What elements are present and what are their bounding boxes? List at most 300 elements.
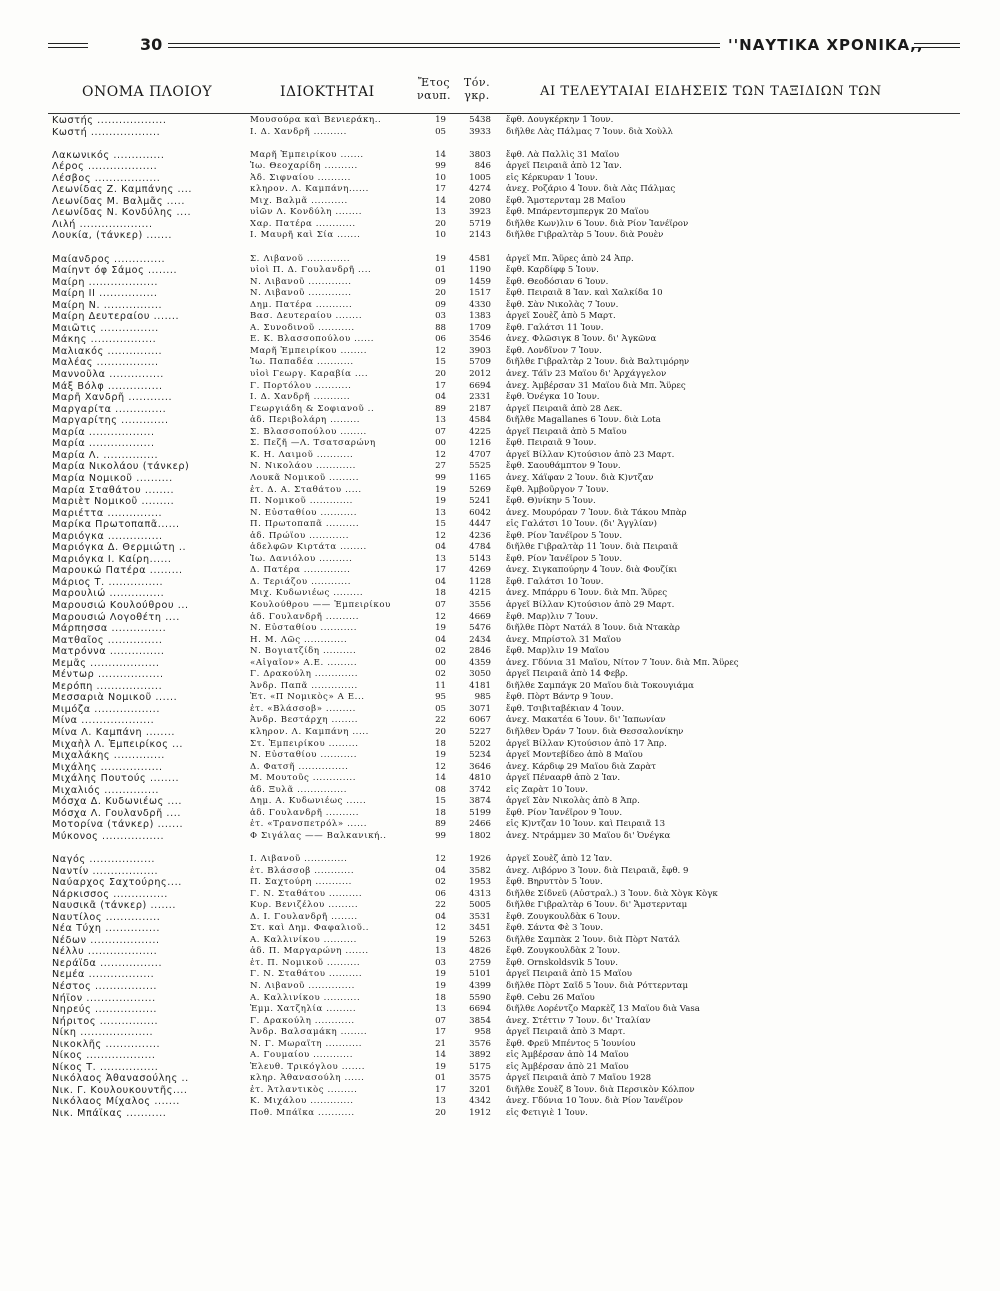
ship-name: Μαριόγκα ...............: [52, 530, 163, 542]
ship-owner: Ἀνδρ. Παπᾶ ..............: [250, 680, 358, 691]
table-row: [48, 427, 960, 439]
voyage-news: ἔφθ. Γαλάτσι 11 Ἰουν.: [506, 322, 604, 333]
ship-owner: ἀδ. Περιβολάρη .........: [250, 415, 361, 426]
build-year: 04: [435, 865, 446, 876]
column-header-year: [412, 76, 456, 102]
table-row: [48, 531, 960, 543]
gross-tonnage: 6694: [469, 380, 491, 391]
ship-owner: Δημ. Πατέρα ...........: [250, 299, 353, 310]
voyage-news: ἀνεχ. Ροζάριο 4 Ἰουν. διὰ Λὰς Πάλμας: [506, 184, 676, 195]
voyage-news: ἀργεῖ Μπ. Ἄϋρες ἀπὸ 24 Ἀπρ.: [506, 253, 634, 264]
ship-name: Μόσχα Δ. Κυδωνιέως ....: [52, 796, 183, 808]
voyage-news: διῆλθε Πὸρτ Σαΐδ 5 Ἰουν. διὰ Ρόττερνταμ: [506, 981, 689, 992]
gross-tonnage: 2466: [469, 819, 491, 830]
build-year: 15: [435, 357, 446, 368]
table-row: [48, 715, 960, 727]
ship-owner: Μιχ. Βαλμᾶ ...........: [250, 195, 348, 206]
ship-owner: Ν. Νικολάου ............: [250, 461, 356, 472]
voyage-news: ἀργεῖ Βίλλαν Κ)τούσιον ἀπὸ 23 Μαρτ.: [506, 449, 675, 460]
table-row: [48, 1108, 960, 1120]
build-year: 12: [435, 449, 446, 460]
gross-tonnage: 985: [474, 692, 491, 703]
voyage-news: ἀνεχ. Φλῶσιγκ 8 Ἰουν. δι' Ἀγκῶνα: [506, 334, 657, 345]
build-year: 04: [435, 392, 446, 403]
voyage-news: διῆλθε Σαμπὰκ 2 Ἰουν. διὰ Πὸρτ Νατάλ: [506, 934, 680, 945]
table-row: [48, 1050, 960, 1062]
voyage-news: ἔφθ. Θεοδόσιαν 6 Ἰουν.: [506, 276, 609, 287]
build-year: 19: [435, 750, 446, 761]
voyage-news: ἀνεχ. Τάϊν 23 Μαΐου δι' Ἀρχάγγελον: [506, 369, 667, 380]
build-year: 13: [435, 507, 446, 518]
voyage-news: διῆλθε Σαμπάγκ 20 Μαΐου διὰ Τοκουγιάμα: [506, 680, 694, 691]
gross-tonnage: 5709: [469, 357, 491, 368]
table-row: [48, 1004, 960, 1016]
ship-name: Μίνα Λ. Καμπάνη ........: [52, 726, 176, 738]
ship-owner: Π. Σαχτούρη ...........: [250, 877, 352, 888]
ship-owner: Ἐμμ. Χατζηλία .........: [250, 1004, 357, 1015]
build-year: 12: [435, 530, 446, 541]
voyage-news: ἔφθ. Πειραιᾶ 8 Ἰαν. καὶ Χαλκίδα 10: [506, 288, 663, 299]
build-year: 17: [435, 184, 446, 195]
table-row: [48, 623, 960, 635]
ship-name: Νικ. Μπάϊκας ...........: [52, 1108, 167, 1120]
build-year: 20: [435, 726, 446, 737]
voyage-news: ἔφθ. Σάντα Φὲ 3 Ἰουν.: [506, 923, 604, 934]
voyage-news: ἔφθ. Λονδῖνον 7 Ἰουν.: [506, 345, 602, 356]
gross-tonnage: 4359: [469, 657, 491, 668]
ship-owner: Α. Καλλινίκου ..........: [250, 934, 357, 945]
build-year: 06: [435, 888, 446, 899]
ship-name: Νεράϊδα .................: [52, 957, 163, 969]
ship-name: Νέα Τύχη ...............: [52, 923, 160, 935]
voyage-news: ἀργεῖ Μοντεβίδεο ἀπὸ 8 Μαΐου: [506, 750, 643, 761]
ship-owner: Λουκᾶ Νομικοῦ .........: [250, 472, 360, 483]
gross-tonnage: 1926: [469, 854, 491, 864]
gross-tonnage: 5269: [469, 484, 491, 495]
ship-name: Μαίανδρος ..............: [52, 253, 166, 265]
ship-owner: ἀδελφῶν Κιρτάτα ........: [250, 542, 367, 553]
ship-owner: Ἐλευθ. Τρικόγλου .......: [250, 1061, 366, 1072]
build-year: 19: [435, 115, 446, 125]
gross-tonnage: 5263: [469, 934, 491, 945]
voyage-news: ἔφθ. Βηρυττὸν 5 Ἰουν.: [506, 877, 603, 888]
build-year: 14: [435, 195, 446, 206]
voyage-news: ἀνεχ. Μπρίστολ 31 Μαΐου: [506, 634, 622, 645]
build-year: 09: [435, 299, 446, 310]
ship-name: Μαίρη ...................: [52, 276, 159, 288]
table-row: [48, 334, 960, 346]
ship-owner: Κ. Η. Λαιμοῦ ...........: [250, 449, 354, 460]
voyage-news: ἀνεχ. Γδύνια 31 Μαΐου, Νίτον 7 Ἰουν. διὰ Μπ. Ἄϋρες: [506, 657, 739, 668]
build-year: 12: [435, 854, 446, 864]
voyage-news: ἔφθ. Θ)νίκην 5 Ἰουν.: [506, 496, 596, 507]
table-row: [48, 404, 960, 416]
column-header-tons-line1: Τόν.: [463, 76, 491, 89]
ship-name: Μόσχα Λ. Γουλανδρῆ ....: [52, 807, 182, 819]
build-year: 17: [435, 1084, 446, 1095]
table-row: [48, 600, 960, 612]
build-year: 04: [435, 542, 446, 553]
table-row: [48, 519, 960, 531]
gross-tonnage: 5143: [469, 553, 491, 564]
ship-owner: Ε. Κ. Βλασσοπούλου ......: [250, 334, 375, 345]
ship-name: Μαργαρίτα ..............: [52, 403, 167, 415]
gross-tonnage: 2012: [469, 369, 491, 380]
column-header-news: ΑΙ ΤΕΛΕΥΤΑΙΑΙ ΕΙΔΗΣΕΙΣ ΤΩΝ ΤΑΞΙΔΙΩΝ ΤΩΝ: [540, 84, 882, 99]
gross-tonnage: 4274: [469, 184, 491, 195]
gross-tonnage: 2187: [469, 403, 491, 414]
table-row: [48, 207, 960, 219]
table-row: [48, 508, 960, 520]
gross-tonnage: 3892: [469, 1050, 491, 1061]
ship-owner: υἱῶν Λ. Κονδύλη ........: [250, 207, 363, 218]
ship-name: Μαρία Νομικοῦ ..........: [52, 472, 173, 484]
voyage-news: ἀργεῖ Πειραιᾶ ἀπὸ 5 Μαΐου: [506, 426, 627, 437]
ship-owner: Γ. Δρακούλη ............: [250, 1015, 355, 1026]
table-row: [48, 161, 960, 173]
ship-owner: Κυρ. Βενιζέλου .........: [250, 900, 359, 911]
ship-owner: Π. Νομικοῦ .............: [250, 496, 354, 507]
voyage-news: διῆλθε Κων)λιν 6 Ἰουν. διὰ Ρίον Ἰανέϊρον: [506, 218, 689, 229]
ship-name: Μερόπη ..................: [52, 680, 163, 692]
voyage-news: διῆλθε Magallanes 6 Ἰουν. διὰ Lota: [506, 415, 661, 426]
table-row: [48, 739, 960, 751]
ship-name: Μαίρη Δευτεραίου .......: [52, 311, 180, 323]
ship-owner: Δ. Πατέρα ..............: [250, 565, 351, 576]
ship-name: Μιχάλης .................: [52, 761, 163, 773]
ship-owner: Ἀδ. Σιφναίου ..........: [250, 172, 351, 183]
ship-owner: Στ. καὶ Δημ. Φαφαλιοῦ..: [250, 923, 370, 934]
table-row: [48, 577, 960, 589]
ship-name: Μιμόζα ..................: [52, 703, 160, 715]
build-year: 11: [435, 680, 446, 691]
gross-tonnage: 1383: [469, 311, 491, 322]
voyage-news: ἔφθ. Καρδίφφ 5 Ἰουν.: [506, 265, 599, 276]
ship-owner: Σ. Λιβανοῦ .............: [250, 253, 351, 264]
ship-owner: Ν. Λιβανοῦ .............: [250, 276, 352, 287]
table-row: [48, 311, 960, 323]
build-year: 04: [435, 576, 446, 587]
table-row: [48, 369, 960, 381]
gross-tonnage: 6042: [469, 507, 491, 518]
ship-owner: Ἀνδρ. Βαλσαμάκη ........: [250, 1027, 368, 1038]
ship-owner: Ἰω. Δανιόλου ..........: [250, 553, 353, 564]
build-year: 13: [435, 207, 446, 218]
voyage-news: ἀνεχ. Σιγκαπούρην 4 Ἰουν. διὰ Φουζίκι: [506, 565, 678, 576]
table-row: [48, 808, 960, 820]
ship-owner: ἐτ. Βλάσσοβ ............: [250, 865, 355, 876]
table-row: [48, 542, 960, 554]
voyage-news: ἔφθ. Γαλάτσι 10 Ἰουν.: [506, 576, 604, 587]
gross-tonnage: 5234: [469, 750, 491, 761]
ship-owner: Δ. Τεριάζου ............: [250, 576, 352, 587]
ship-owner: ἀδ. Γουλανδρῆ ..........: [250, 807, 360, 818]
table-row: [48, 450, 960, 462]
voyage-news: ἔφθ. Τσιβιταβέκιαν 4 Ἰουν.: [506, 703, 625, 714]
page-number: 30: [140, 35, 163, 54]
ship-name: Μαργαρίτης .............: [52, 415, 169, 427]
ship-owner: Ν. Γ. Μωραΐτη ...........: [250, 1038, 363, 1049]
voyage-news: ἔφθ. Μπάρεντσμπεργκ 20 Μαΐου: [506, 207, 649, 218]
ship-owner: ἀδ. Πρώϊου ............: [250, 530, 350, 541]
ship-owner: Α. Γουμαίου ............: [250, 1050, 354, 1061]
gross-tonnage: 4313: [469, 888, 491, 899]
ship-owner: Μ. Μουτοῦς .............: [250, 773, 357, 784]
ship-owner: Γεωργιάδη & Σοφιανοῦ ..: [250, 403, 375, 414]
voyage-news: ἀργεῖ Πένααρθ ἀπὸ 2 Ἰαν.: [506, 773, 621, 784]
voyage-news: διῆλθε Γιβραλτὰρ 6 Ἰουν. δι' Ἄμστερνταμ: [506, 900, 688, 911]
build-year: 13: [435, 415, 446, 426]
ship-owner: Ποθ. Μπάϊκα ...........: [250, 1108, 355, 1119]
voyage-news: ἀργεῖ Πειραιᾶ ἀπὸ 7 Μαΐου 1928: [506, 1073, 652, 1084]
gross-tonnage: 1517: [469, 288, 491, 299]
gross-tonnage: 5227: [469, 726, 491, 737]
ship-owner: Ν. Λιβανοῦ .............: [250, 288, 352, 299]
table-row: [48, 692, 960, 704]
gross-tonnage: 6067: [469, 715, 491, 726]
build-year: 07: [435, 599, 446, 610]
ship-name: Νεμέα ..................: [52, 969, 155, 981]
voyage-news: ἀνεχ. Μουρόραν 7 Ἰουν. διὰ Τάκου Μπὰρ: [506, 507, 687, 518]
ship-name: Νίκος ...................: [52, 1050, 156, 1062]
build-year: 12: [435, 611, 446, 622]
ship-name: Νίκος Τ. ................: [52, 1061, 159, 1073]
build-year: 01: [435, 1073, 446, 1084]
gross-tonnage: 3546: [469, 334, 491, 345]
voyage-news: ἔφθ. Ἄμστερνταμ 28 Μαΐου: [506, 195, 626, 206]
ship-owner: Ν. Βογιατζίδη ..........: [250, 646, 357, 657]
gross-tonnage: 5175: [469, 1061, 491, 1072]
ship-owner: Ι. Δ. Χανδρῆ ..........: [250, 126, 347, 137]
voyage-news: ἔφθ. Πὸρτ Βάντρ 9 Ἰουν.: [506, 692, 614, 703]
ship-owner: Ν. Λιβανοῦ ..............: [250, 981, 355, 992]
table-row: [48, 265, 960, 277]
build-year: 18: [435, 807, 446, 818]
build-year: 20: [435, 218, 446, 229]
gross-tonnage: 2080: [469, 195, 491, 206]
voyage-news: εἰς Κέρκυραν 1 Ἰουν.: [506, 172, 598, 183]
voyage-news: ἔφθ. Ὀνέγκα 10 Ἰουν.: [506, 392, 600, 403]
gross-tonnage: 4181: [469, 680, 491, 691]
table-row: [48, 196, 960, 208]
build-year: 20: [435, 288, 446, 299]
build-year: 14: [435, 149, 446, 160]
ship-name: Μαριέττα ...............: [52, 507, 163, 519]
gross-tonnage: 1953: [469, 877, 491, 888]
gross-tonnage: 2331: [469, 392, 491, 403]
table-row: [48, 866, 960, 878]
table-row: [48, 969, 960, 981]
table-row: [48, 496, 960, 508]
build-year: 21: [435, 1038, 446, 1049]
ship-name: Μιχαλιός ...............: [52, 784, 160, 796]
ship-name: Μίνα ....................: [52, 715, 155, 727]
table-row: [48, 669, 960, 681]
table-row: [48, 750, 960, 762]
ship-name: Μιχαλάκης ..............: [52, 750, 165, 762]
group-spacer: [48, 138, 960, 150]
table-row: [48, 219, 960, 231]
header-rule-middle: [168, 43, 720, 48]
table-row: [48, 646, 960, 658]
table-row: [48, 473, 960, 485]
ship-name: Μαρουσιώ Κουλούθρου ...: [52, 599, 189, 611]
ship-name: Νήϊον ...................: [52, 992, 156, 1004]
table-row: [48, 854, 960, 866]
voyage-news: ἔφθ. Ἀμβοῦργον 7 Ἰουν.: [506, 484, 609, 495]
ship-name: Νέδων ...................: [52, 934, 160, 946]
voyage-news: ἔφθ. Ρίον Ἰανέϊρον 5 Ἰουν.: [506, 553, 623, 564]
gross-tonnage: 4826: [469, 946, 491, 957]
table-row: [48, 173, 960, 185]
gross-tonnage: 3803: [469, 149, 491, 160]
build-year: 01: [435, 265, 446, 276]
build-year: 08: [435, 784, 446, 795]
table-row: [48, 658, 960, 670]
table-row: [48, 150, 960, 162]
build-year: 10: [435, 172, 446, 183]
gross-tonnage: 3582: [469, 865, 491, 876]
build-year: 00: [435, 438, 446, 449]
table-row: [48, 1027, 960, 1039]
voyage-news: εἰς Γαλάτσι 10 Ἰουν. (δι' Ἀγγλίαν): [506, 519, 657, 530]
gross-tonnage: 5241: [469, 496, 491, 507]
voyage-news: ἀργεῖ Σουὲζ ἀπὸ 5 Μαρτ.: [506, 311, 616, 322]
gross-tonnage: 1165: [469, 472, 491, 483]
build-year: 99: [435, 161, 446, 172]
ship-name: Μύκονος .................: [52, 830, 165, 842]
voyage-news: ἀνεχ. Λιβόρνο 3 Ἰουν. διὰ Πειραιᾶ, ἔφθ. 9: [506, 865, 689, 876]
voyage-news: εἰς Ζαρὰτ 10 Ἰουν.: [506, 784, 588, 795]
build-year: 19: [435, 969, 446, 980]
ship-owner: Βασ. Δευτεραίου ........: [250, 311, 363, 322]
header-rule-right: [914, 43, 960, 48]
ship-name: Νηρεύς .................: [52, 1004, 158, 1016]
ship-owner: Ἀνδρ. Βεστάρχη ........: [250, 715, 359, 726]
table-row: [48, 946, 960, 958]
table-row: [48, 796, 960, 808]
gross-tonnage: 3071: [469, 703, 491, 714]
build-year: 13: [435, 553, 446, 564]
voyage-news: ἔφθ. Σὰν Νικολὰς 7 Ἰουν.: [506, 299, 619, 310]
ship-name: Μαρία ..................: [52, 438, 155, 450]
ship-name: Λεωνίδας Μ. Βαλμᾶς .....: [52, 195, 185, 207]
gross-tonnage: 3050: [469, 669, 491, 680]
ship-name: Λουκία, (τάνκερ) .......: [52, 230, 172, 242]
gross-tonnage: 5719: [469, 218, 491, 229]
build-year: 88: [435, 322, 446, 333]
gross-tonnage: 3742: [469, 784, 491, 795]
table-row: [48, 785, 960, 797]
voyage-news: ἀργεῖ Πειραιᾶ ἀπὸ 12 Ἰαν.: [506, 161, 622, 172]
ship-name: Νήριτος ................: [52, 1015, 159, 1027]
voyage-news: διῆλθεν Ὀράν 7 Ἰουν. διὰ Θεσσαλονίκην: [506, 726, 684, 737]
table-row: [48, 415, 960, 427]
ship-owner: Φ Σιγάλας —— Βαλκανική..: [250, 830, 387, 841]
ship-owner: υἱοὶ Π. Δ. Γουλανδρῆ ....: [250, 265, 372, 276]
voyage-news: εἰς Ἀμβέρσαν ἀπὸ 14 Μαΐου: [506, 1050, 629, 1061]
ship-name: Μαρίκα Πρωτοπαπᾶ......: [52, 519, 180, 531]
gross-tonnage: 4707: [469, 449, 491, 460]
table-row: [48, 392, 960, 404]
table-row: [48, 461, 960, 473]
build-year: 89: [435, 403, 446, 414]
table-row: [48, 588, 960, 600]
ship-owner: Ν. Εὐσταθίου ...........: [250, 623, 358, 634]
voyage-news: ἀνεχ. Ἀμβέρσαν 31 Μαΐου διὰ Μπ. Ἄϋρες: [506, 380, 686, 391]
build-year: 02: [435, 877, 446, 888]
table-row: [48, 485, 960, 497]
voyage-news: ἀργεῖ Βίλλαν Κ)τούσιον ἀπὸ 29 Μαρτ.: [506, 599, 675, 610]
build-year: 19: [435, 1061, 446, 1072]
build-year: 05: [435, 703, 446, 714]
voyage-news: ἀργεῖ Σουὲζ ἀπὸ 12 Ἰαν.: [506, 854, 613, 864]
ship-owner: Γ. Πορτόλου ...........: [250, 380, 352, 391]
table-row: [48, 900, 960, 912]
table-row: [48, 115, 960, 127]
gross-tonnage: 1190: [469, 265, 491, 276]
build-year: 22: [435, 900, 446, 911]
gross-tonnage: 1802: [469, 830, 491, 841]
ship-name: Ματρόννα ...............: [52, 646, 165, 658]
voyage-news: ἔφθ. Ζουγκουλδὰκ 6 Ἰουν.: [506, 911, 621, 922]
table-row: [48, 923, 960, 935]
gross-tonnage: 3556: [469, 599, 491, 610]
table-row: [48, 554, 960, 566]
ship-owner: Η. Μ. Λῶς .............: [250, 634, 348, 645]
table-row: [48, 889, 960, 901]
gross-tonnage: 1005: [469, 172, 491, 183]
ship-owner: ἀδ. Γουλανδρῆ ..........: [250, 611, 360, 622]
table-row: [48, 346, 960, 358]
gross-tonnage: 5199: [469, 807, 491, 818]
build-year: 07: [435, 426, 446, 437]
table-row: [48, 565, 960, 577]
column-header-owners: ΙΔΙΟΚΤΗΤΑΙ: [280, 84, 375, 100]
gross-tonnage: 846: [474, 161, 491, 172]
table-row: [48, 877, 960, 889]
ship-name: Μιχάλης Πουτούς ........: [52, 773, 180, 785]
build-year: 17: [435, 1027, 446, 1038]
ship-owner: κληρον. Λ. Καμπάνη .....: [250, 726, 369, 737]
ship-name: Ναύαρχος Σαχτούρης....: [52, 877, 182, 889]
table-row: [48, 184, 960, 196]
ship-owner: ἐτ. Ἀτλαντικὸς .........: [250, 1084, 358, 1095]
table-row: [48, 635, 960, 647]
ship-owner: Σ. Βλασσοπούλου ........: [250, 426, 367, 437]
ship-owner: Γ. Δρακούλη .............: [250, 669, 359, 680]
gross-tonnage: 3923: [469, 207, 491, 218]
ship-owner: Α. Συνοδινοῦ ...........: [250, 322, 355, 333]
ship-name: Μάρπησσα ...............: [52, 623, 167, 635]
ship-owner: Μαρῆ Ἐμπειρίκου ........: [250, 345, 368, 356]
ship-name: Μαλιακός ...............: [52, 345, 163, 357]
table-row: [48, 1085, 960, 1097]
ship-owner: Κ. Μιχάλου .............: [250, 1096, 354, 1107]
build-year: 12: [435, 345, 446, 356]
ship-name: Μαρουλιώ ...............: [52, 588, 165, 600]
voyage-news: διῆλθε Σουὲζ 8 Ἰουν. διὰ Περσικὸν Κόλπον: [506, 1084, 695, 1095]
ship-name: Ναυτίλος ...............: [52, 911, 161, 923]
build-year: 18: [435, 738, 446, 749]
table-row: [48, 288, 960, 300]
table-row: [48, 831, 960, 843]
build-year: 02: [435, 646, 446, 657]
build-year: 13: [435, 1096, 446, 1107]
column-header-year-line2: ναυπ.: [416, 89, 452, 102]
voyage-news: διῆλθε Σίδνεϋ (Αὐστραλ.) 3 Ἰουν. διὰ Χὸγκ Κὸγκ: [506, 888, 718, 899]
ship-name: Μαρουσιώ Λογοθέτη ....: [52, 611, 180, 623]
